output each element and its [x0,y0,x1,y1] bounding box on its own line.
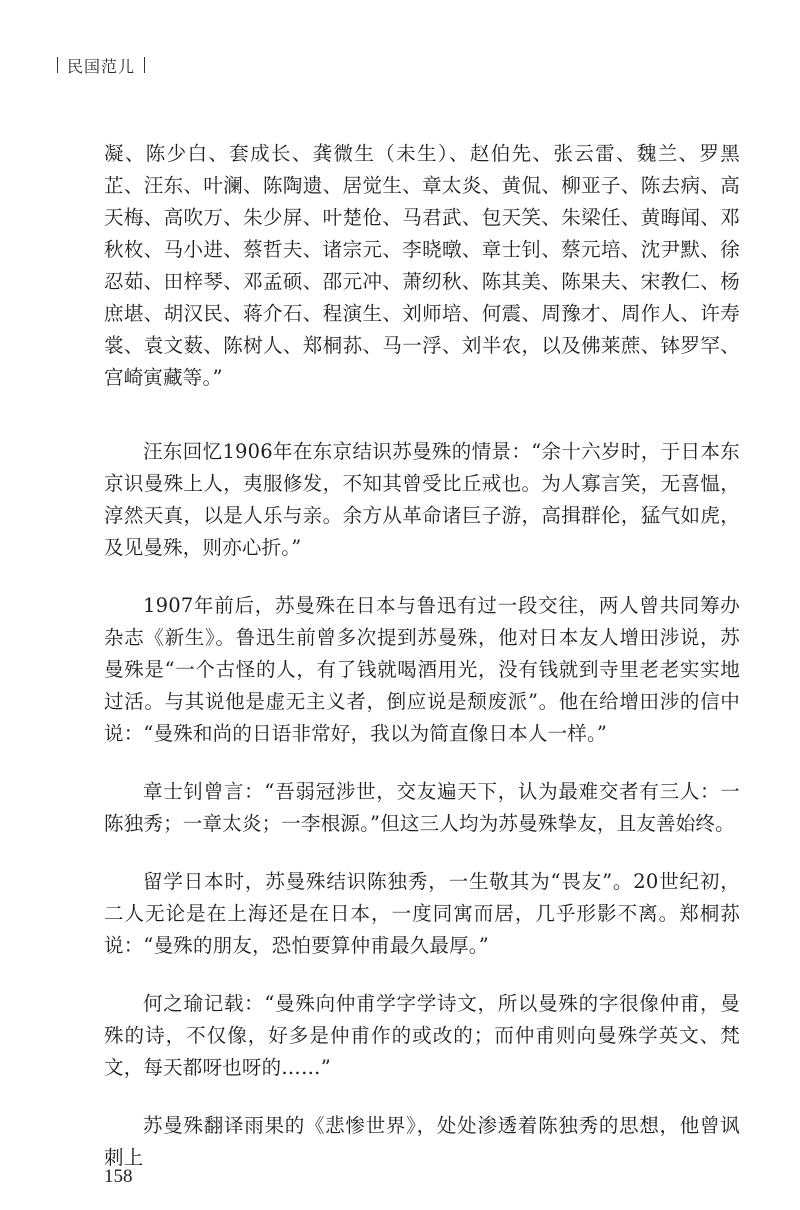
paragraph: 章士钊曾言：“吾弱冠涉世，交友遍天下，认为最难交者有三人：一陈独秀；一章太炎；一李根源。”但这三人均为苏曼殊挚友，且友善始终。 [104,780,740,835]
paragraph: 1907年前后，苏曼殊在日本与鲁迅有过一段交往，两人曾共同筹办杂志《新生》。鲁迅生前曾多次提到苏曼殊，他对日本友人增田涉说，苏曼殊是“一个古怪的人，有了钱就喝酒用光，没有钱就到寺里老老实实地过活。与其说他是虚无主义者，倒应说是颓废派”。他在给增田涉的信中说：“曼殊和尚的日语非常好，我以为简直像日本人一样。” [104,594,740,745]
header-divider-right [144,57,145,73]
paragraph-continued: 凝、陈少白、套成长、龚微生（未生）、赵伯先、张云雷、魏兰、罗黑芷、汪东、叶澜、陈陶遗、居觉生、章太炎、黄侃、柳亚子、陈去病、高天梅、高吹万、朱少屏、叶楚伧、马君武、包天笑、朱梁任、黄晦闻、邓秋枚、马小进、蔡哲夫、诸宗元、李晓暾、章士钊、蔡元培、沈尹默、徐忍茹、田梓琴、邓孟硕、邵元冲、萧纫秋、陈其美、陈果夫、宋教仁、杨庶堪、胡汉民、蒋介石、程演生、刘师培、何震、周豫才、周作人、许寿裳、袁文薮、陈树人、郑桐荪、马一浮、刘半农，以及佛莱蔗、钵罗罕、宫崎寅藏等。” [104,142,740,389]
paragraph-truncated: 苏曼殊翻译雨果的《悲惨世界》，处处渗透着陈独秀的思想，他曾讽刺上 [104,1114,740,1169]
paragraph: 何之瑜记载：“曼殊向仲甫学字学诗文，所以曼殊的字很像仲甫，曼殊的诗，不仅像，好多是仲甫作的或改的；而仲甫则向曼殊学英文、梵文，每天都呀也呀的……” [104,992,740,1079]
book-title: 民国范儿 [67,56,136,76]
running-header [57,53,145,77]
page-number: 158 [104,1166,133,1187]
header-divider-left [57,57,58,73]
body-text [104,138,740,1174]
paragraph: 留学日本时，苏曼殊结识陈独秀，一生敬其为“畏友”。20世纪初，二人无论是在上海还是在日本，一度同寓而居，几乎形影不离。郑桐荪说：“曼殊的朋友，恐怕要算仲甫最久最厚。” [104,870,740,957]
paragraph: 汪东回忆1906年在东京结识苏曼殊的情景：“余十六岁时，于日本东京识曼殊上人，夷服修发，不知其曾受比丘戒也。为人寡言笑，无喜愠，淳然天真，以是人乐与亲。余方从革命诸巨子游，高揖群伦，猛气如虎，及见曼殊，则亦心折。” [104,440,740,559]
